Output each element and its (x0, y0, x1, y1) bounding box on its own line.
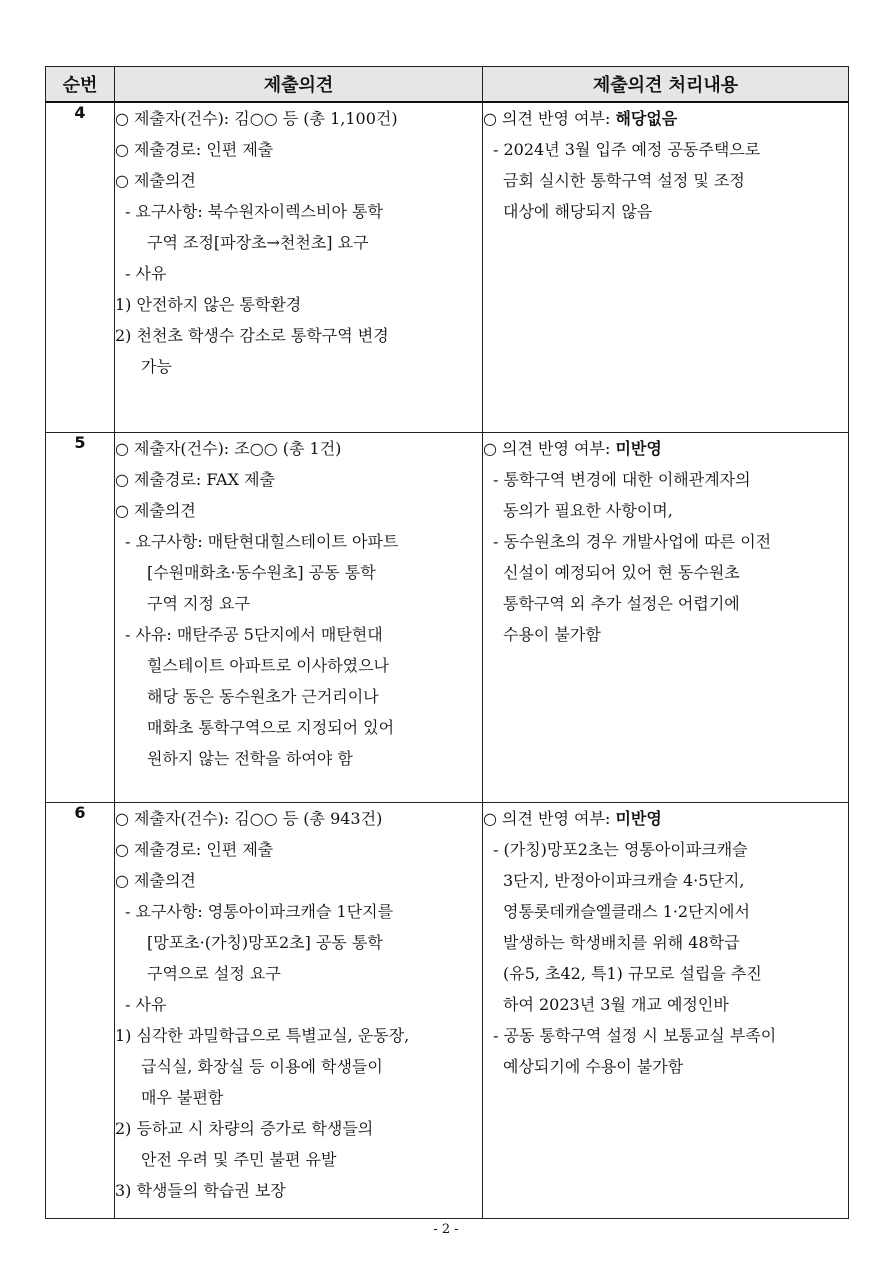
response-result: 해당없음 (615, 109, 678, 128)
opinion-line: ○ 제출의견 (115, 870, 196, 890)
response-line: (유5, 초42, 특1) 규모로 설립을 추진 (503, 963, 762, 983)
opinion-line: [수원매화초·동수원초] 공동 통학 (147, 562, 376, 582)
response-label: ○ 의견 반영 여부: (483, 808, 616, 828)
opinion-line: 힐스테이트 아파트로 이사하였으나 (147, 655, 390, 675)
response-cell (483, 102, 849, 432)
opinion-line: 2) 등하교 시 차량의 증가로 학생들의 (115, 1118, 374, 1138)
opinion-line: ○ 제출자(건수): 김○○ 등 (총 1,100건) (115, 109, 398, 128)
opinion-cell (115, 432, 483, 802)
response-line: 통학구역 외 추가 설정은 어렵기에 (503, 593, 740, 613)
opinion-line: ○ 제출경로: FAX 제출 (115, 469, 276, 489)
table-row (46, 802, 849, 1218)
response-status (483, 103, 848, 134)
response-result: 미반영 (615, 808, 662, 828)
opinion-line: ○ 제출경로: 인편 제출 (115, 140, 274, 159)
response-line: 발생하는 학생배치를 위해 48학급 (503, 932, 740, 952)
opinion-line: ○ 제출의견 (115, 500, 196, 520)
opinion-line: - 사유: 매탄주공 5단지에서 매탄현대 (125, 624, 383, 644)
row-number: 4 (46, 102, 115, 432)
opinion-line: 구역 조정[파장초→천천초] 요구 (147, 233, 369, 252)
table-row (46, 102, 849, 432)
response-line: - 2024년 3월 입주 예정 공동주택으로 (493, 140, 761, 159)
opinion-line: [망포초·(가칭)망포2초] 공동 통학 (147, 932, 383, 952)
header-response: 제출의견 처리내용 (483, 67, 849, 103)
response-line: 동의가 필요한 사항이며, (503, 500, 673, 520)
response-line: 대상에 해당되지 않음 (503, 202, 653, 221)
opinion-line: ○ 제출경로: 인편 제출 (115, 839, 274, 859)
opinion-line: 구역으로 설정 요구 (147, 963, 281, 983)
row-number: 6 (46, 802, 115, 1218)
response-line: - (가칭)망포2초는 영통아이파크캐슬 (493, 839, 748, 859)
opinion-line: 구역 지정 요구 (147, 593, 250, 613)
response-cell (483, 432, 849, 802)
opinion-line: - 요구사항: 영통아이파크캐슬 1단지를 (125, 901, 394, 921)
response-line: - 통학구역 변경에 대한 이해관계자의 (493, 469, 751, 489)
response-line: - 공동 통학구역 설정 시 보통교실 부족이 (493, 1025, 777, 1045)
opinion-cell (115, 102, 483, 432)
opinion-line: - 요구사항: 매탄현대힐스테이트 아파트 (125, 531, 399, 551)
opinion-line: 해당 동은 동수원초가 근거리이나 (147, 686, 379, 706)
opinion-line: - 사유 (125, 994, 167, 1014)
response-line: 금회 실시한 통학구역 설정 및 조정 (503, 171, 745, 190)
response-line: - 동수원초의 경우 개발사업에 따른 이전 (493, 531, 772, 551)
page-number: - 2 - (433, 1222, 459, 1237)
row-number: 5 (46, 432, 115, 802)
opinion-line: 2) 천천초 학생수 감소로 통학구역 변경 (115, 326, 389, 345)
opinion-cell (115, 802, 483, 1218)
response-status (483, 433, 848, 464)
opinion-line: 급식실, 화장실 등 이용에 학생들이 (141, 1056, 383, 1076)
opinion-line: 안전 우려 및 주민 불편 유발 (141, 1149, 337, 1169)
response-line: 수용이 불가함 (503, 624, 601, 644)
response-line: 하여 2023년 3월 개교 예정인바 (503, 994, 729, 1014)
response-line: 영통롯데캐슬엘클래스 1·2단지에서 (503, 901, 750, 921)
opinion-line: - 요구사항: 북수원자이렉스비아 통학 (125, 202, 383, 221)
opinion-line: - 사유 (125, 264, 167, 283)
opinion-line: 매우 불편함 (141, 1087, 224, 1107)
response-line: 신설이 예정되어 있어 현 동수원초 (503, 562, 740, 582)
opinion-line: ○ 제출자(건수): 김○○ 등 (총 943건) (115, 808, 383, 828)
table-header-row (46, 67, 849, 103)
response-result: 미반영 (615, 438, 662, 458)
opinion-line: ○ 제출의견 (115, 171, 196, 190)
opinion-table (45, 66, 849, 1219)
response-line: 예상되기에 수용이 불가함 (503, 1056, 684, 1076)
response-status (483, 803, 848, 834)
opinion-line: 매화초 통학구역으로 지정되어 있어 (147, 717, 395, 737)
opinion-line: 1) 안전하지 않은 통학환경 (115, 295, 302, 314)
opinion-line: 3) 학생들의 학습권 보장 (115, 1180, 286, 1200)
response-cell (483, 802, 849, 1218)
opinion-line: ○ 제출자(건수): 조○○ (총 1건) (115, 438, 342, 458)
table-row (46, 432, 849, 802)
response-label: ○ 의견 반영 여부: (483, 109, 616, 128)
header-number: 순번 (46, 67, 115, 103)
opinion-line: 원하지 않는 전학을 하여야 함 (147, 748, 353, 768)
opinion-line: 가능 (141, 357, 172, 376)
response-label: ○ 의견 반영 여부: (483, 438, 616, 458)
header-opinion: 제출의견 (115, 67, 483, 103)
response-line: 3단지, 반정아이파크캐슬 4·5단지, (503, 870, 745, 890)
opinion-line: 1) 심각한 과밀학급으로 특별교실, 운동장, (115, 1025, 410, 1045)
